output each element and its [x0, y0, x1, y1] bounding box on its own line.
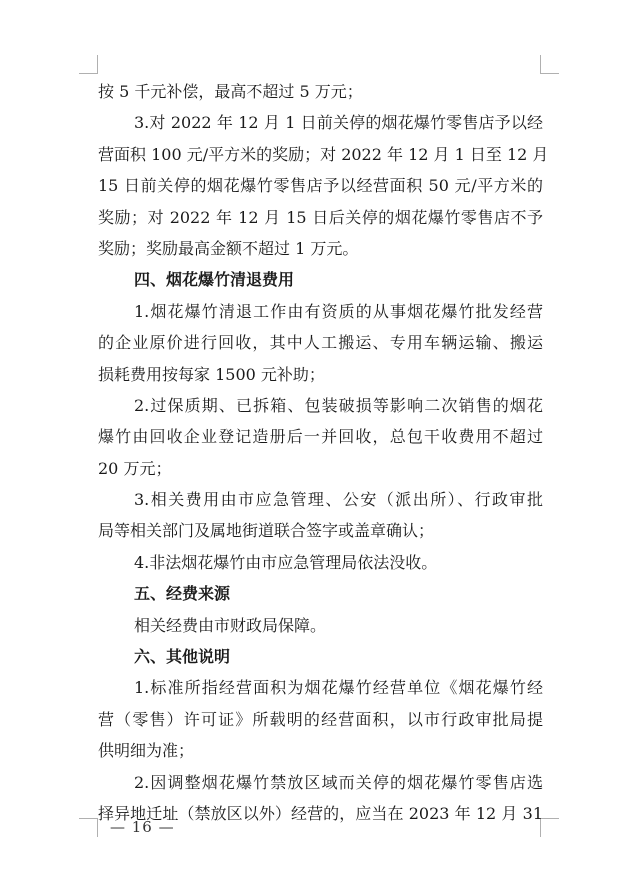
text-line: 2.过保质期、已拆箱、包装破损等影响二次销售的烟花: [134, 395, 543, 415]
text-line: 15 日前关停的烟花爆竹零售店予以经营面积 50 元/平方米的: [98, 176, 543, 196]
page-number: — 16 —: [110, 818, 175, 836]
text-line: 的企业原价进行回收，其中人工搬运、专用车辆运输、搬运: [98, 333, 543, 353]
text-line: 奖励；奖励最高金额不超过 1 万元。: [98, 238, 359, 258]
text-line: 奖励；对 2022 年 12 月 15 日后关停的烟花爆竹零售店不予: [98, 207, 543, 227]
text-line: 择异地迁址（禁放区以外）经营的，应当在 2023 年 12 月 31: [98, 803, 543, 823]
text-line: 按 5 千元补偿，最高不超过 5 万元；: [98, 82, 363, 101]
text-line: 2.因调整烟花爆竹禁放区域而关停的烟花爆竹零售店选: [134, 772, 543, 792]
document-body: [98, 76, 549, 829]
text-line: 局等相关部门及属地街道联合签字或盖章确认；: [98, 521, 435, 541]
section-heading: 六、其他说明: [134, 647, 231, 667]
text-line: 3.相关费用由市应急管理、公安（派出所）、行政审批: [134, 490, 543, 510]
section-heading: 四、烟花爆竹清退费用: [134, 270, 295, 290]
text-line: 供明细为准；: [98, 741, 195, 761]
text-line: 爆竹由回收企业登记造册后一并回收，总包干收费用不超过: [98, 427, 543, 447]
text-line: 营面积 100 元/平方米的奖励；对 2022 年 12 月 1 日至 12 月: [98, 144, 549, 164]
text-line: 4.非法烟花爆竹由市应急管理局依法没收。: [134, 552, 438, 572]
text-line: 1.标准所指经营面积为烟花爆竹经营单位《烟花爆竹经: [134, 678, 543, 698]
section-heading: 五、经费来源: [134, 584, 231, 604]
text-line: 相关经费由市财政局保障。: [134, 615, 327, 635]
text-line: 3.对 2022 年 12 月 1 日前关停的烟花爆竹零售店予以经: [134, 113, 543, 133]
text-line: 损耗费用按每家 1500 元补助；: [98, 364, 325, 384]
text-line: 1.烟花爆竹清退工作由有资质的从事烟花爆竹批发经营: [134, 301, 543, 321]
crop-mark-top-left: [79, 55, 98, 74]
crop-mark-top-right: [540, 55, 559, 74]
text-line: 营（零售）许可证》所载明的经营面积，以市行政审批局提: [98, 709, 543, 729]
text-line: 20 万元；: [98, 458, 172, 478]
crop-mark-bottom-left: [79, 818, 98, 837]
